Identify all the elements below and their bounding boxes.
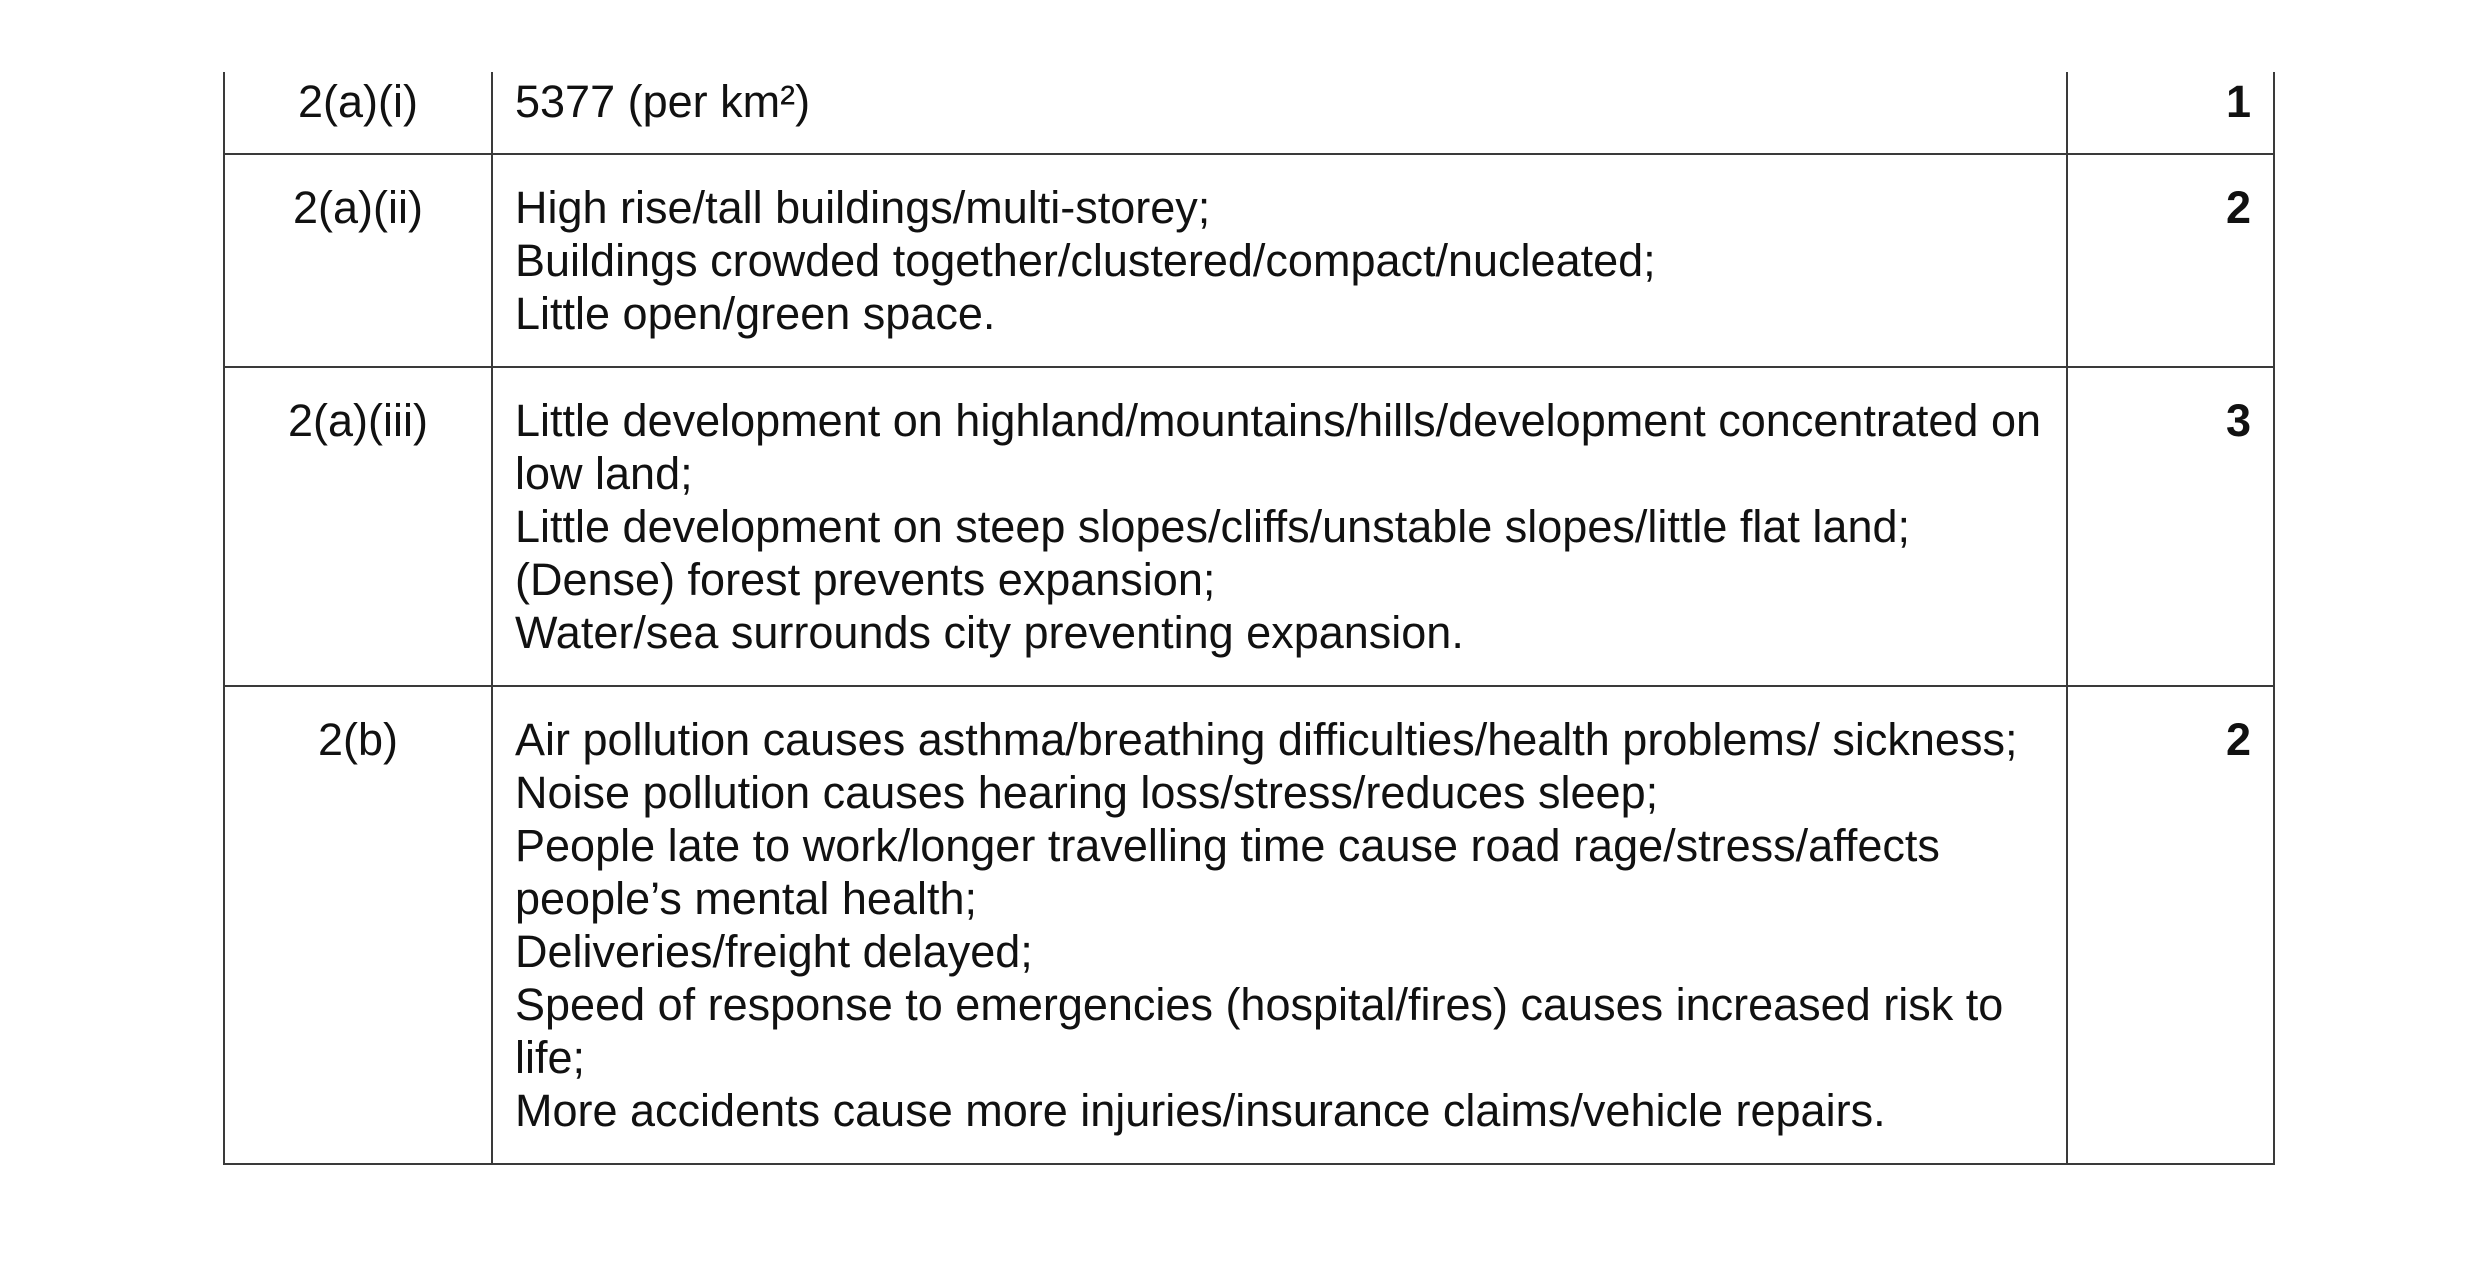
answer-line: Speed of response to emergencies (hospital/fires) causes increased risk to life; <box>515 979 2004 1083</box>
answer-cell <box>492 367 2067 686</box>
answer-line: More accidents cause more injuries/insurance claims/vehicle repairs. <box>515 1085 1886 1136</box>
marks-value: 2 <box>2067 686 2274 1164</box>
marks-value: 3 <box>2067 367 2274 686</box>
table-row <box>224 154 2274 367</box>
table-row <box>224 367 2274 686</box>
answer-line: 5377 (per km²) <box>515 76 811 127</box>
marks-value: 2 <box>2067 154 2274 367</box>
answer-cell <box>492 154 2067 367</box>
answer-line: High rise/tall buildings/multi-storey; <box>515 182 1211 233</box>
table-row <box>224 686 2274 1164</box>
answer-line: Air pollution causes asthma/breathing difficulties/health problems/ sickness; <box>515 714 2018 765</box>
question-number: 2(a)(i) <box>224 72 492 154</box>
answer-line: People late to work/longer travelling time cause road rage/stress/affects people’s mental health; <box>515 820 1940 924</box>
table-row <box>224 72 2274 154</box>
answer-line: Noise pollution causes hearing loss/stress/reduces sleep; <box>515 767 1659 818</box>
answer-line: Little open/green space. <box>515 288 996 339</box>
answer-line: Buildings crowded together/clustered/compact/nucleated; <box>515 235 1656 286</box>
question-number: 2(a)(iii) <box>224 367 492 686</box>
answer-cell <box>492 686 2067 1164</box>
mark-scheme-table <box>223 72 2275 1165</box>
answer-line: Little development on highland/mountains/hills/development concentrated on low land; <box>515 395 2042 499</box>
marks-value: 1 <box>2067 72 2274 154</box>
question-number: 2(b) <box>224 686 492 1164</box>
answer-cell <box>492 72 2067 154</box>
answer-line: (Dense) forest prevents expansion; <box>515 554 1216 605</box>
answer-line: Little development on steep slopes/cliffs/unstable slopes/little flat land; <box>515 501 1910 552</box>
answer-line: Deliveries/freight delayed; <box>515 926 1033 977</box>
answer-line: Water/sea surrounds city preventing expansion. <box>515 607 1464 658</box>
question-number: 2(a)(ii) <box>224 154 492 367</box>
